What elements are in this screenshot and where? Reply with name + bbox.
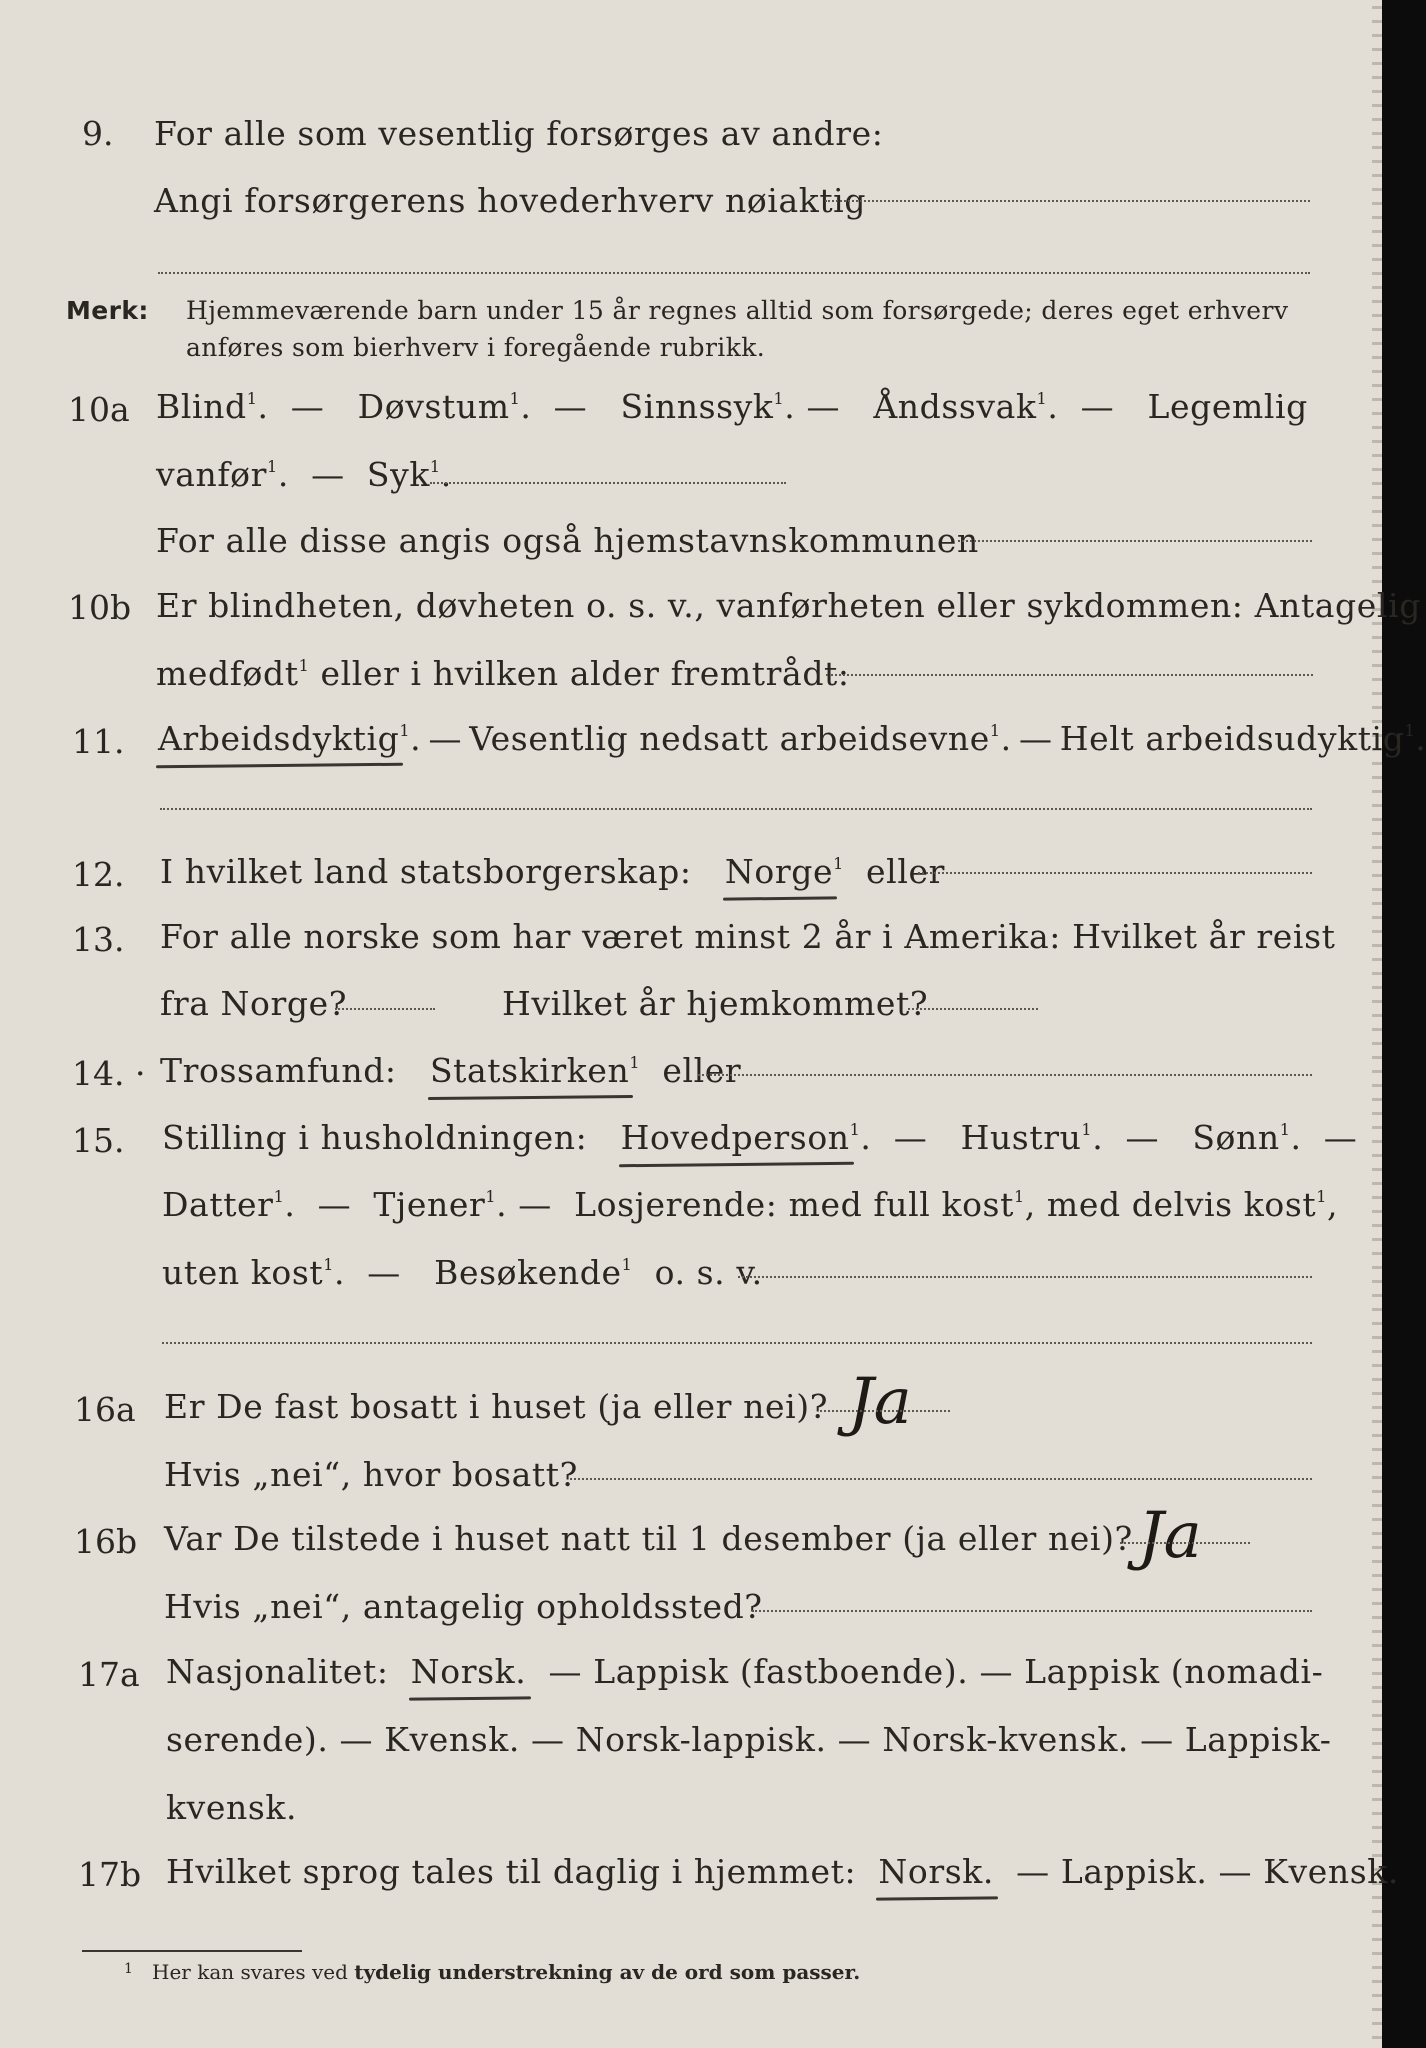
opt-blind[interactable]: Blind [156, 387, 247, 426]
q15-line1: Stilling i husholdningen: Hovedperson$^1$. — Hustru$^1$. — Sønn$^1$. — [162, 1118, 1358, 1157]
q14-number: 14. · [72, 1054, 146, 1093]
q14-line: Trossamfund: Statskirken$^1$ eller [160, 1051, 742, 1090]
bosatt-answer-line[interactable] [570, 1478, 1312, 1480]
q16a-handwritten-answer[interactable]: Ja [848, 1365, 912, 1439]
q16a-number: 16a [74, 1390, 136, 1429]
opt-arbeidsdyktig[interactable]: Arbeidsdyktig [158, 719, 400, 758]
q10a-line1: Blind$^1$. — Døvstum$^1$. — Sinnssyk$^1$. — Åndssvak$^1$. — Legemlig [156, 387, 1308, 426]
q17b-line: Hvilket sprog tales til daglig i hjemmet: Norsk. — Lappisk. — Kvensk. [166, 1852, 1399, 1891]
opt-norsk-nasjonalitet[interactable]: Norsk. [410, 1652, 527, 1691]
opt-vanfor[interactable]: vanfør [156, 455, 268, 494]
q9-line1: For alle som vesentlig forsørges av andre: [154, 114, 884, 153]
q12-number: 12. [72, 855, 125, 894]
q9-answer-line-2[interactable] [158, 272, 1310, 274]
q12-answer-line[interactable] [918, 872, 1312, 874]
q13-line2b: Hvilket år hjemkommet? [502, 984, 929, 1023]
footnote: $^1$ Her kan svares ved tydelig understrekning av de ord som passer. [124, 1960, 861, 1984]
q11-number: 11. [72, 722, 125, 761]
q15-answer-line[interactable] [738, 1276, 1312, 1278]
q16b-number: 16b [74, 1522, 138, 1561]
q10a-number: 10a [68, 390, 130, 429]
opt-dovstum[interactable]: Døvstum [357, 387, 510, 426]
q11-line: Arbeidsdyktig$^1$. — Vesentlig nedsatt arbeidsevne$^1$. — Helt arbeidsudyktig$^1$. [158, 719, 1426, 758]
q11-answer-line[interactable] [160, 808, 1312, 810]
opt-nedsatt[interactable]: Vesentlig nedsatt arbeidsevne [469, 719, 990, 758]
opt-losjerende[interactable]: Losjerende: med full kost [574, 1185, 1014, 1224]
q17a-line2: serende). — Kvensk. — Norsk-lappisk. — Norsk-kvensk. — Lappisk- [166, 1720, 1332, 1759]
q10b-answer-line[interactable] [826, 674, 1313, 676]
opt-syk[interactable]: Syk [366, 455, 430, 494]
q15-line3: uten kost$^1$. — Besøkende$^1$ o. s. v. [162, 1253, 763, 1292]
q10a-answer-line[interactable] [430, 482, 786, 484]
opt-datter[interactable]: Datter [162, 1185, 274, 1224]
q9-number: 9. [82, 114, 114, 153]
q13-line1: For alle norske som har været minst 2 år i Amerika: Hvilket år reist [160, 917, 1336, 956]
opt-uten-kost[interactable]: uten kost [162, 1253, 324, 1292]
q16a-line2: Hvis „nei“, hvor bosatt? [164, 1455, 578, 1494]
q10b-line2: medfødt$^1$ eller i hvilken alder fremtrådt: [156, 654, 850, 693]
merk-line1: Hjemmeværende barn under 15 år regnes alltid som forsørgede; deres eget erhverv [186, 296, 1289, 325]
opt-legemlig[interactable]: Legemlig [1147, 387, 1308, 426]
q16b-line2: Hvis „nei“, antagelig opholdssted? [164, 1587, 763, 1626]
merk-line2: anføres som bierhverv i foregående rubrikk. [186, 333, 766, 362]
opt-sinnssyk[interactable]: Sinnssyk [620, 387, 774, 426]
q9-line2: Angi forsørgerens hovederhverv nøiaktig [154, 181, 867, 220]
q17a-line1: Nasjonalitet: Norsk. — Lappisk (fastboende). — Lappisk (nomadi- [166, 1652, 1324, 1691]
q15-line2: Datter$^1$. — Tjener$^1$. — Losjerende: med full kost$^1$, med delvis kost$^1$, [162, 1185, 1339, 1224]
q16a-answer-line[interactable] [820, 1410, 950, 1412]
q13-line2a: fra Norge? [160, 984, 348, 1023]
q17a-number: 17a [78, 1655, 140, 1694]
opt-hustru[interactable]: Hustru [960, 1118, 1082, 1157]
q16b-answer-line[interactable] [1120, 1542, 1250, 1544]
opt-andssvak[interactable]: Åndssvak [873, 387, 1037, 426]
q15-number: 15. [72, 1121, 125, 1160]
opt-sonn[interactable]: Sønn [1192, 1118, 1280, 1157]
footnote-rule [82, 1950, 302, 1952]
opt-norge[interactable]: Norge [724, 852, 834, 891]
opt-statskirken[interactable]: Statskirken [429, 1051, 630, 1090]
q14-answer-line[interactable] [698, 1074, 1312, 1076]
opt-delvis-kost[interactable]: med delvis kost [1046, 1185, 1317, 1224]
opt-hovedperson[interactable]: Hovedperson [620, 1118, 850, 1157]
q10b-number: 10b [68, 588, 132, 627]
q10a-line2: vanfør$^1$. — Syk$^1$. [156, 455, 452, 494]
q9-answer-line[interactable] [825, 200, 1310, 202]
opt-besokende[interactable]: Besøkende [434, 1253, 622, 1292]
q10b-line1: Er blindheten, døvheten o. s. v., vanførheten eller sykdommen: Antagelig [156, 586, 1421, 625]
perforated-edge [1372, 0, 1382, 2048]
q15-answer-line-2[interactable] [162, 1342, 1312, 1344]
opt-udyktig[interactable]: Helt arbeidsudyktig [1059, 719, 1405, 758]
q10a-line3: For alle disse angis også hjemstavnskommunen [156, 521, 979, 560]
q12-line: I hvilket land statsborgerskap: Norge$^1$ eller [160, 852, 945, 891]
hjemkommet-answer-line[interactable] [908, 1008, 1038, 1010]
reist-answer-line[interactable] [335, 1008, 435, 1010]
merk-label: Merk: [66, 296, 149, 325]
hjemstavn-answer-line[interactable] [958, 540, 1312, 542]
opholdssted-answer-line[interactable] [752, 1610, 1312, 1612]
q16b-line1: Var De tilstede i huset natt til 1 desember (ja eller nei)? [164, 1519, 1133, 1558]
q17a-line3: kvensk. [166, 1788, 298, 1827]
q13-number: 13. [72, 920, 125, 959]
q17b-number: 17b [78, 1855, 142, 1894]
q16b-handwritten-answer[interactable]: Ja [1138, 1499, 1202, 1573]
opt-tjener[interactable]: Tjener [373, 1185, 486, 1224]
q16a-line1: Er De fast bosatt i huset (ja eller nei)? [164, 1387, 828, 1426]
opt-norsk-sprog[interactable]: Norsk. [878, 1852, 994, 1891]
